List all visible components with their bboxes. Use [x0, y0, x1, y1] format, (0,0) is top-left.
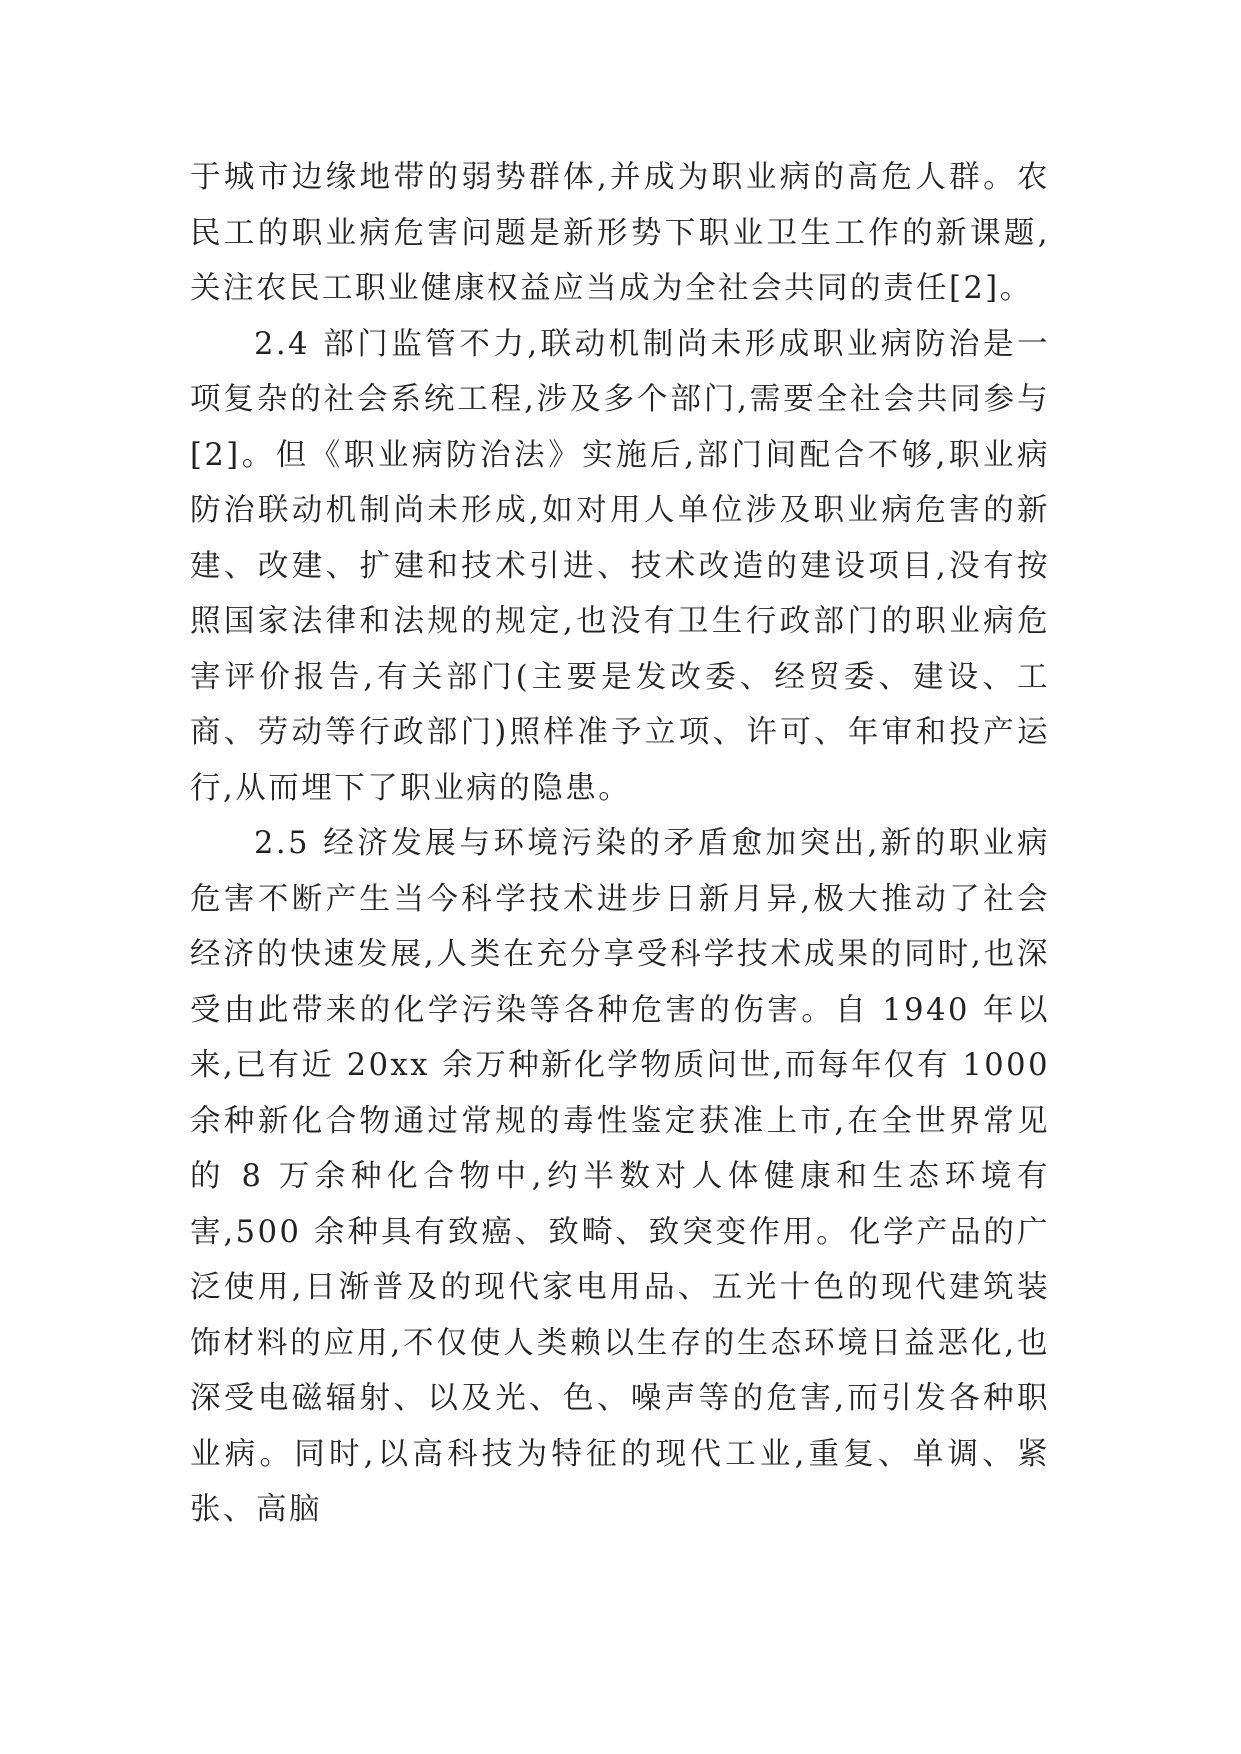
body-text [190, 150, 1050, 1538]
paragraph-section-2-4: 2.4 部门监管不力,联动机制尚未形成职业病防治是一项复杂的社会系统工程,涉及多个部门,需要全社会共同参与[2]。但《职业病防治法》实施后,部门间配合不够,职业病防治联动机制尚未形成,如对用人单位涉及职业病危害的新建、改建、扩建和技术引进、技术改造的建设项目,没有按照国家法律和法规的规定,也没有卫生行政部门的职业病危害评价报告,有关部门(主要是发改委、经贸委、建设、工商、劳动等行政部门)照样准予立项、许可、年审和投产运行,从而埋下了职业病的隐患。 [190, 326, 1050, 806]
paragraph-section-2-5: 2.5 经济发展与环境污染的矛盾愈加突出,新的职业病危害不断产生当今科学技术进步日新月异,极大推动了社会经济的快速发展,人类在充分享受科学技术成果的同时,也深受由此带来的化学污染等各种危害的伤害。自 1940 年以来,已有近 20xx 余万种新化学物质问世,而每年仅有 1000 余种新化合物通过常规的毒性鉴定获准上市,在全世界常见的 8 万余种化合物中,约半数对人体健康和生态环境有害,500 余种具有致癌、致畸、致突变作用。化学产品的广泛使用,日渐普及的现代家电用品、五光十色的现代建筑装饰材料的应用,不仅使人类赖以生存的生态环境日益恶化,也深受电磁辐射、以及光、色、噪声等的危害,而引发各种职业病。同时,以高科技为特征的现代工业,重复、单调、紧张、高脑 [190, 826, 1050, 1527]
paragraph-continuation: 于城市边缘地带的弱势群体,并成为职业病的高危人群。农民工的职业病危害问题是新形势下职业卫生工作的新课题,关注农民工职业健康权益应当成为全社会共同的责任[2]。 [190, 160, 1050, 306]
